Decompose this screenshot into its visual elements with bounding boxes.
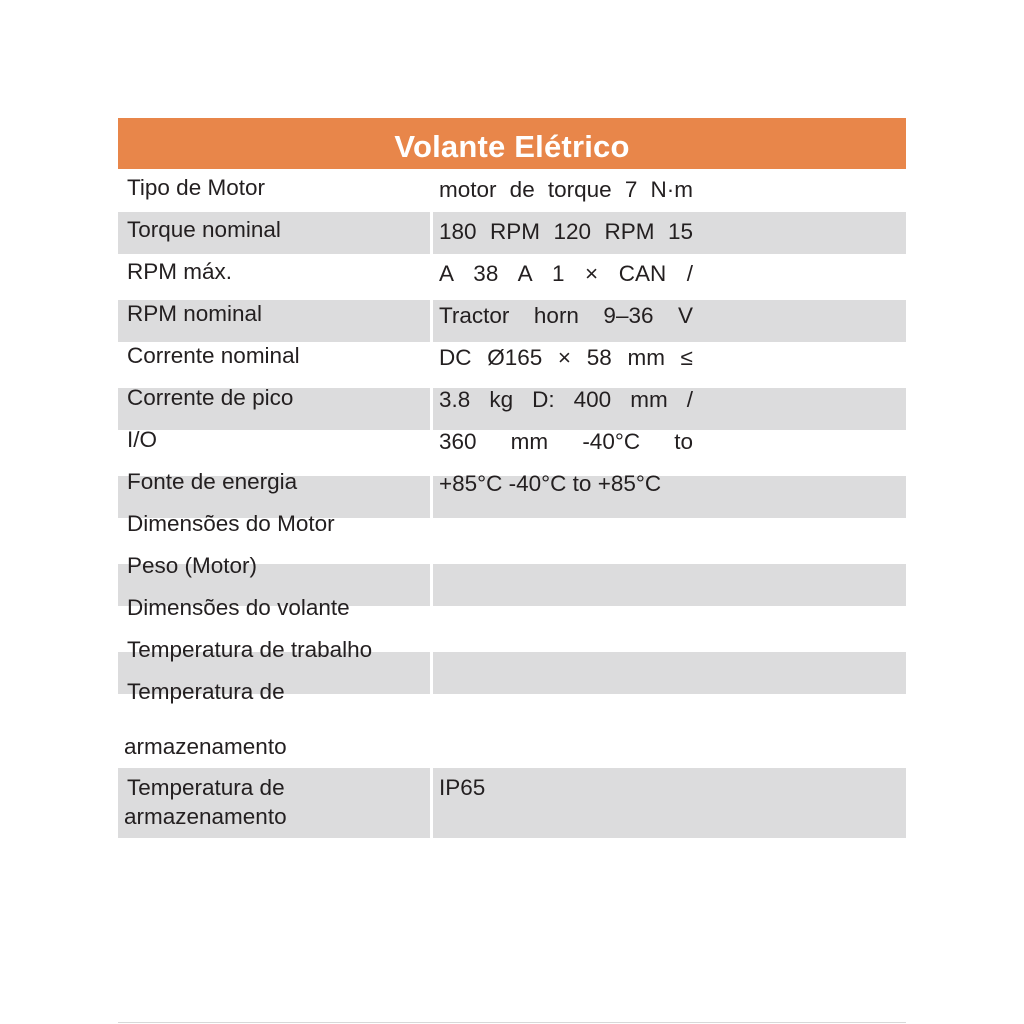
label-dimensoes-do-volante: Dimensões do volante	[127, 595, 350, 620]
spec-table	[118, 118, 906, 829]
label-rpm-nominal: RPM nominal	[127, 301, 263, 326]
label-dimensoes-do-motor: Dimensões do Motor	[127, 511, 335, 536]
value-line: motor de torque 7 N·m	[439, 177, 693, 202]
value-line: Tractor horn 9–36 V	[439, 303, 693, 328]
value-line: 3.8 kg D: 400 mm /	[439, 387, 693, 412]
last-row-value: IP65	[439, 775, 486, 800]
label-fonte-de-energia: Fonte de energia	[127, 469, 298, 494]
label-temperatura-de: Temperatura de	[127, 679, 285, 704]
last-row-label-line2: armazenamento	[124, 804, 287, 829]
label-rpm-max: RPM máx.	[127, 259, 233, 284]
value-line: 360 mm -40°C to	[439, 429, 693, 454]
label-corrente-de-pico: Corrente de pico	[127, 385, 294, 410]
label-tipo-de-motor: Tipo de Motor	[127, 175, 265, 200]
label-temperatura-de-trabalho: Temperatura de trabalho	[127, 637, 373, 662]
value-line: +85°C -40°C to +85°C	[439, 471, 662, 496]
value-line: 180 RPM 120 RPM 15	[439, 219, 693, 244]
label-torque-nominal: Torque nominal	[127, 217, 281, 242]
label-io: I/O	[127, 427, 158, 452]
label-armazenamento: armazenamento	[124, 734, 287, 759]
table-title: Volante Elétrico	[118, 118, 906, 169]
bottom-divider	[118, 1022, 906, 1023]
value-line: DC Ø165 × 58 mm ≤	[439, 345, 693, 370]
label-peso-motor: Peso (Motor)	[127, 553, 258, 578]
label-corrente-nominal: Corrente nominal	[127, 343, 300, 368]
last-row-label-line1: Temperatura de	[127, 775, 285, 800]
value-line: A 38 A 1 × CAN /	[439, 261, 693, 286]
